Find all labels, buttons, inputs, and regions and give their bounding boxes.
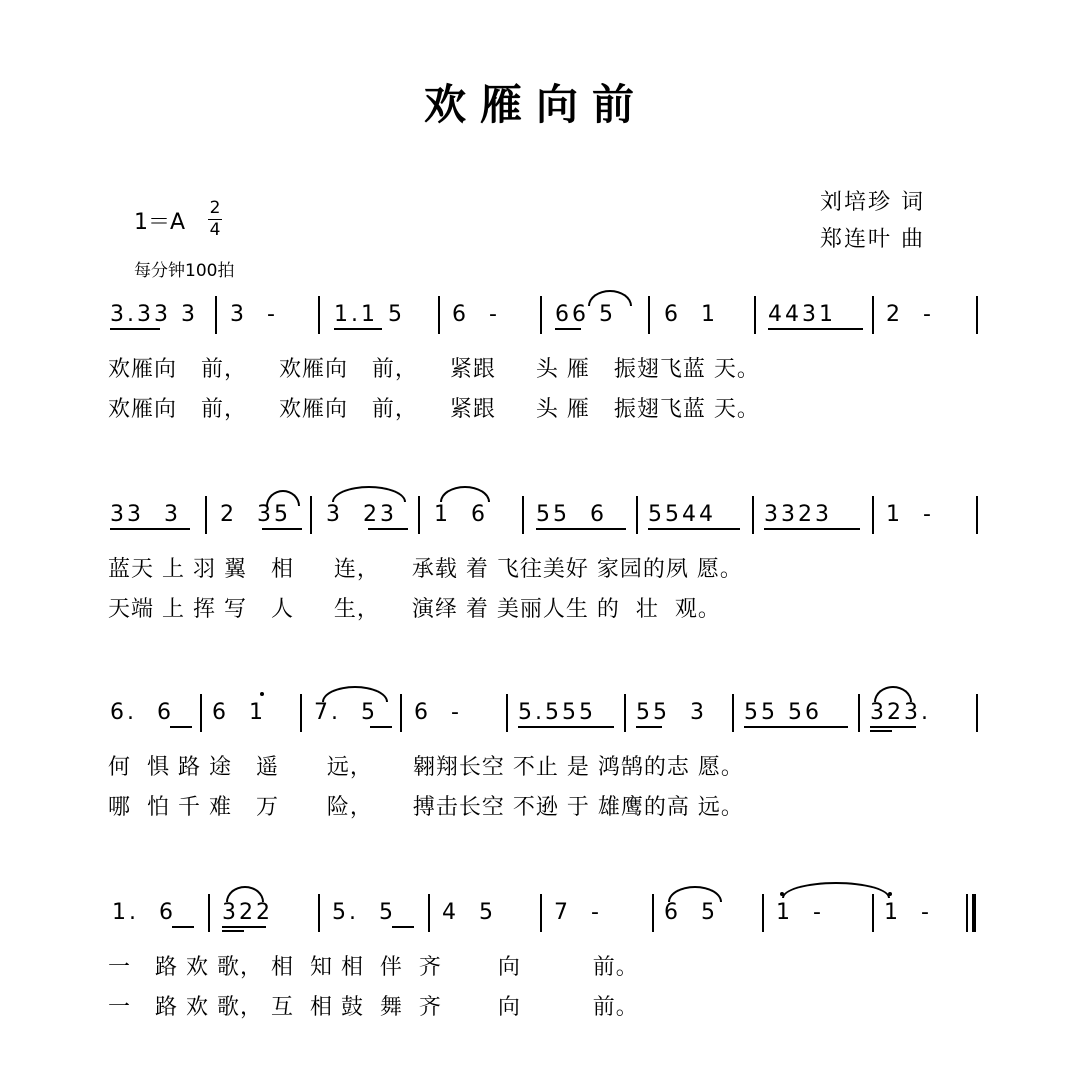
- tempo-marking: 每分钟100拍: [134, 261, 235, 281]
- lyric-line-1: 蓝天 上 羽 翼 相 连， 承载 着 飞往美好 家园的夙 愿。: [108, 557, 743, 582]
- key-signature: 1＝A: [134, 210, 186, 235]
- lyric-line-1: 一 路 欢 歌， 相 知 相 伴 齐 向 前。: [108, 955, 639, 980]
- lyric-line-1: 何 惧 路 途 遥 远， 翱翔长空 不止 是 鸿鹄的志 愿。: [108, 755, 744, 780]
- score-system-1: 3.33 3 3 - 1.1 5 6 - 66 5 6 1 4431 2 - 欢雁向 前， 欢雁向 前， 紧跟 头 雁 振翅飞蓝 天。 欢雁向 前， 欢雁向 前， 紧跟 头 雁 振翅飞蓝 天。: [0, 296, 1072, 471]
- time-signature: [205, 198, 225, 241]
- lyric-line-2: 欢雁向 前， 欢雁向 前， 紧跟 头 雁 振翅飞蓝 天。: [108, 397, 760, 422]
- lyric-line-2: 一 路 欢 歌， 互 相 鼓 舞 齐 向 前。: [108, 995, 639, 1020]
- time-signature-bottom: 4: [209, 220, 221, 240]
- time-signature-top: 2: [209, 198, 221, 218]
- song-title: 欢雁向前: [423, 80, 648, 129]
- score-system-4: 1. 6 322 5. 5 4 5 7 - 6 5 1 - 1 - 一 路 欢 歌， 相 知 相 伴 齐 向 前。 一 路 欢 歌， 互 相 鼓 舞 齐 向 前。: [0, 894, 1072, 1069]
- score-system-2: 33 3 2 35 3 23 1 6 55 6 5544 3323 1 - 蓝天 上 羽 翼 相 连， 承载 着 飞往美好 家园的夙 愿。 天端 上 挥 写 人 生， 演绎 着 美丽人生 的 壮 观。: [0, 496, 1072, 671]
- lyricist-credit: 刘培珍 词: [820, 190, 925, 215]
- lyric-line-1: 欢雁向 前， 欢雁向 前， 紧跟 头 雁 振翅飞蓝 天。: [108, 357, 760, 382]
- lyric-line-2: 哪 怕 千 难 万 险， 搏击长空 不逊 于 雄鹰的高 远。: [108, 795, 744, 820]
- composer-credit: 郑连叶 曲: [820, 227, 925, 252]
- score-system-3: 6. 6 6 1 7. 5 6 - 5.555 55 3 55 56 323. 何 惧 路 途 遥 远， 翱翔长空 不止 是 鸿鹄的志 愿。 哪 怕 千 难 万 险， 搏击长空 不逊 于 雄鹰的高 远。: [0, 694, 1072, 869]
- lyric-line-2: 天端 上 挥 写 人 生， 演绎 着 美丽人生 的 壮 观。: [108, 597, 721, 622]
